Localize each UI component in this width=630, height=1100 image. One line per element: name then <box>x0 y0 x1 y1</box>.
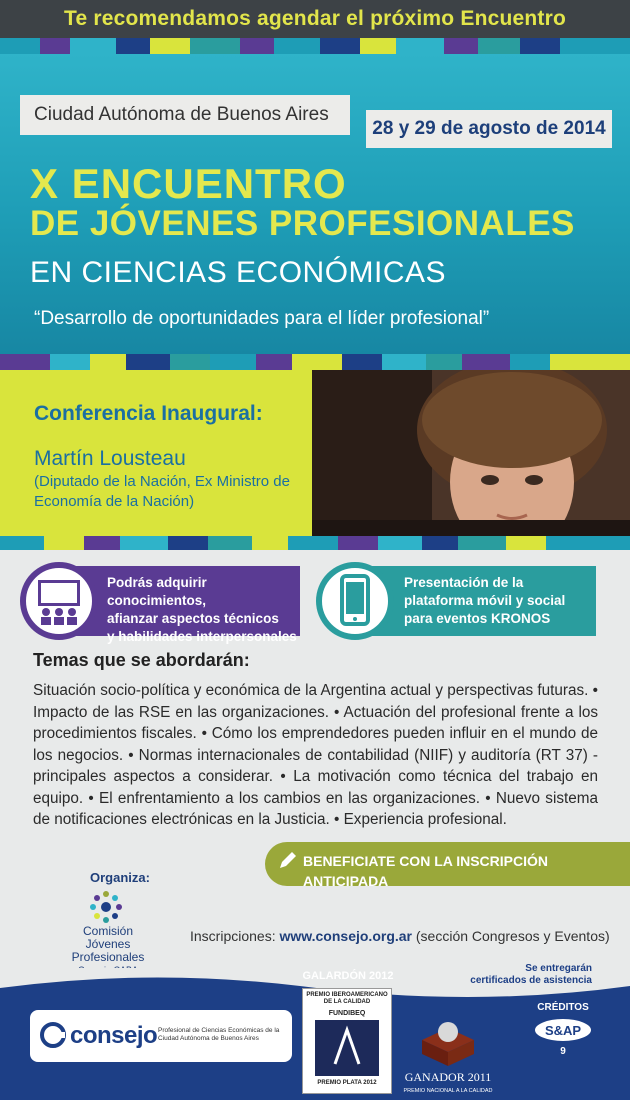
presentation-icon <box>26 568 92 634</box>
award-trophy-icon <box>416 1010 480 1070</box>
svg-text:S&AP: S&AP <box>544 1023 582 1038</box>
feature-icon-circle <box>316 562 394 640</box>
inscription-prefix: Inscripciones: <box>190 928 276 944</box>
feature-line: Podrás adquirir conocimientos, <box>107 575 207 608</box>
galardon-text: PREMIO IBEROAMERICANO DE LA CALIDAD <box>306 992 388 1005</box>
consejo-logo-icon <box>40 1022 66 1048</box>
award-winner-subtitle: PREMIO NACIONAL A LA CALIDAD <box>403 1088 493 1094</box>
credits-number: 9 <box>560 1046 566 1057</box>
topics-body: Situación socio-política y económica de la Argentina actual y perspectivas futuras. • Impacto de las RSE en las organizaciones. • Actuación del profesional frente a los procedimientos fiscales. • Cómo los emprendedores pueden influir en el mundo de los negocios. • Normas internacionales de contabilidad (NIIF) y auditoría (RT 37) - principales aspectos a considerar. • La motivación como técnica del trabajo en equipo. • El enfrentamiento a los cambios en las organizaciones. • Nuevo sistema de notificaciones electrónicas en la Justicia. • Experiencia profesional. <box>33 682 598 828</box>
title-line-1: X ENCUENTRO <box>30 160 347 207</box>
decorative-block-strip <box>0 38 630 54</box>
event-subtitle: “Desarrollo de oportunidades para el líder profesional” <box>34 308 490 329</box>
galardon-label: GALARDÓN 2012 <box>302 970 394 982</box>
speaker-name: Martín Lousteau <box>34 447 186 470</box>
feature-line: y habilidades interpersonales <box>107 629 297 644</box>
galardon-text: FUNDIBEQ <box>328 1010 366 1017</box>
title-line-2: DE JÓVENES PROFESIONALES <box>30 204 575 243</box>
topics-title: Temas que se abordarán: <box>33 650 250 670</box>
speaker-portrait <box>312 370 630 536</box>
galardon-text: PREMIO PLATA 2012 <box>317 1080 377 1086</box>
feature-line: Presentación de la <box>404 575 524 590</box>
certificates-note: Se entregarán certificados de asistencia <box>470 963 592 986</box>
consejo-logo-subtitle: Profesional de Ciencias Económicas de la Ciudad Autónoma de Buenos Aires <box>158 1027 280 1042</box>
feature-line: plataforma móvil y social <box>404 593 566 608</box>
credits-label: CRÉDITOS <box>537 1002 589 1013</box>
pencil-icon <box>276 848 300 872</box>
feature-icon-circle <box>20 562 98 640</box>
sap-credits-logo-icon <box>533 1017 593 1043</box>
top-banner: Te recomendamos agendar el próximo Encuentro <box>0 0 630 38</box>
inscription-line <box>190 928 610 944</box>
feature-kronos-text <box>404 574 594 628</box>
organizer-line: Comisión <box>82 924 133 938</box>
feature-skills-text <box>107 574 297 646</box>
inscription-suffix: (sección Congresos y Eventos) <box>415 928 610 944</box>
feature-line: para eventos KRONOS <box>404 611 551 626</box>
decorative-block-strip <box>0 354 630 370</box>
conference-title: Conferencia Inaugural: <box>34 402 263 425</box>
early-registration-label[interactable]: BENEFICIATE CON LA INSCRIPCIÓN ANTICIPADA <box>303 853 549 889</box>
organizer-label: Organiza: <box>90 870 150 885</box>
city-tag: Ciudad Autónoma de Buenos Aires <box>20 95 350 135</box>
title-line-3: EN CIENCIAS ECONÓMICAS <box>30 256 447 289</box>
smartphone-icon <box>322 568 388 634</box>
organizer-line: Jóvenes Profesionales <box>71 937 145 964</box>
galardon-emblem-icon <box>315 1020 379 1076</box>
inscription-link[interactable]: www.consejo.org.ar <box>279 928 412 944</box>
speaker-description: (Diputado de la Nación, Ex Ministro de Economía de la Nación) <box>34 473 290 510</box>
consejo-logo-text: consejo <box>70 1022 158 1049</box>
award-winner-title: GANADOR 2011 <box>404 1070 492 1084</box>
organizer-logo-icon <box>88 890 124 926</box>
feature-line: afianzar aspectos técnicos <box>107 611 279 626</box>
date-tag: 28 y 29 de agosto de 2014 <box>366 110 612 148</box>
